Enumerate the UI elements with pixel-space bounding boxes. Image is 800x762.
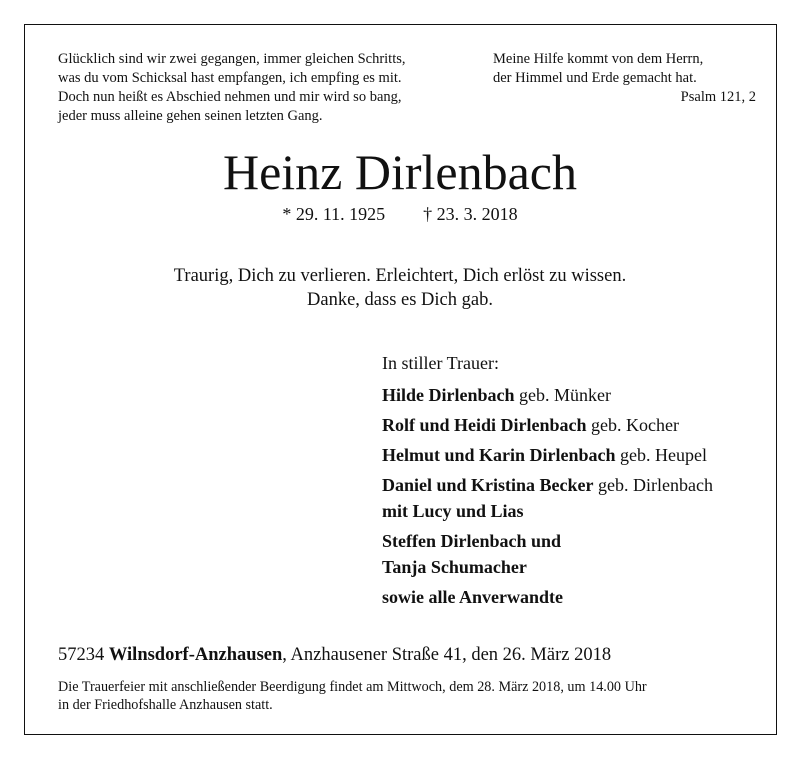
service-line: in der Friedhofshalle Anzhausen statt.	[58, 697, 273, 713]
mourners-closing: sowie alle Anverwandte	[382, 587, 563, 607]
mourner-maiden-name: geb. Heupel	[615, 445, 707, 465]
mourner-maiden-name: geb. Münker	[514, 385, 611, 405]
birth-date: * 29. 11. 1925	[282, 204, 386, 224]
mourner-entry	[382, 382, 713, 408]
mourner-maiden-name: geb. Dirlenbach	[593, 475, 713, 495]
bible-verse-line: Meine Hilfe kommt von dem Herrn,	[493, 51, 704, 67]
mourner-entry	[382, 412, 713, 438]
deceased-name: Heinz Dirlenbach	[222, 144, 577, 200]
service-line: Die Trauerfeier mit anschließender Beerdigung findet am Mittwoch, dem 28. März 2018, um 14.00 Uhr	[58, 679, 647, 695]
funeral-service-info	[58, 678, 647, 714]
poem-left-line: Doch nun heißt es Abschied nehmen und mir wird so bang,	[58, 89, 402, 105]
street-and-date: , Anzhausener Straße 41, den 26. März 2018	[282, 645, 612, 665]
farewell-quote	[0, 264, 800, 312]
death-date: † 23. 3. 2018	[423, 204, 518, 224]
bible-verse-line: der Himmel und Erde gemacht hat.	[493, 70, 697, 86]
bible-verse-reference: Psalm 121, 2	[680, 89, 756, 105]
mourner-name: Steffen Dirlenbach und	[382, 531, 562, 551]
bible-verse	[493, 50, 756, 107]
place-name: Wilnsdorf-Anzhausen	[108, 645, 283, 665]
mourner-children: mit Lucy und Lias	[382, 501, 524, 521]
poem-left	[58, 50, 406, 126]
life-dates	[0, 203, 800, 225]
mourner-name: Tanja Schumacher	[382, 557, 527, 577]
mourner-name: Rolf und Heidi Dirlenbach	[382, 415, 587, 435]
quote-line: Traurig, Dich zu verlieren. Erleichtert, Dich erlöst zu wissen.	[173, 266, 627, 286]
mourner-name: Helmut und Karin Dirlenbach	[382, 445, 616, 465]
address-line	[58, 643, 611, 667]
mourner-entry	[382, 442, 713, 468]
mourners-intro: In stiller Trauer:	[382, 353, 499, 373]
postcode: 57234	[58, 645, 105, 665]
poem-left-line: jeder muss alleine gehen seinen letzten Gang.	[58, 108, 323, 124]
poem-left-line: was du vom Schicksal hast empfangen, ich empfing es mit.	[58, 70, 402, 86]
mourners-list	[382, 350, 713, 614]
mourner-entry	[382, 472, 713, 498]
poem-left-line: Glücklich sind wir zwei gegangen, immer gleichen Schritts,	[58, 51, 406, 67]
mourner-maiden-name: geb. Kocher	[586, 415, 679, 435]
quote-line: Danke, dass es Dich gab.	[307, 290, 493, 310]
mourner-name: Hilde Dirlenbach	[382, 385, 515, 405]
mourner-name: Daniel und Kristina Becker	[382, 475, 594, 495]
